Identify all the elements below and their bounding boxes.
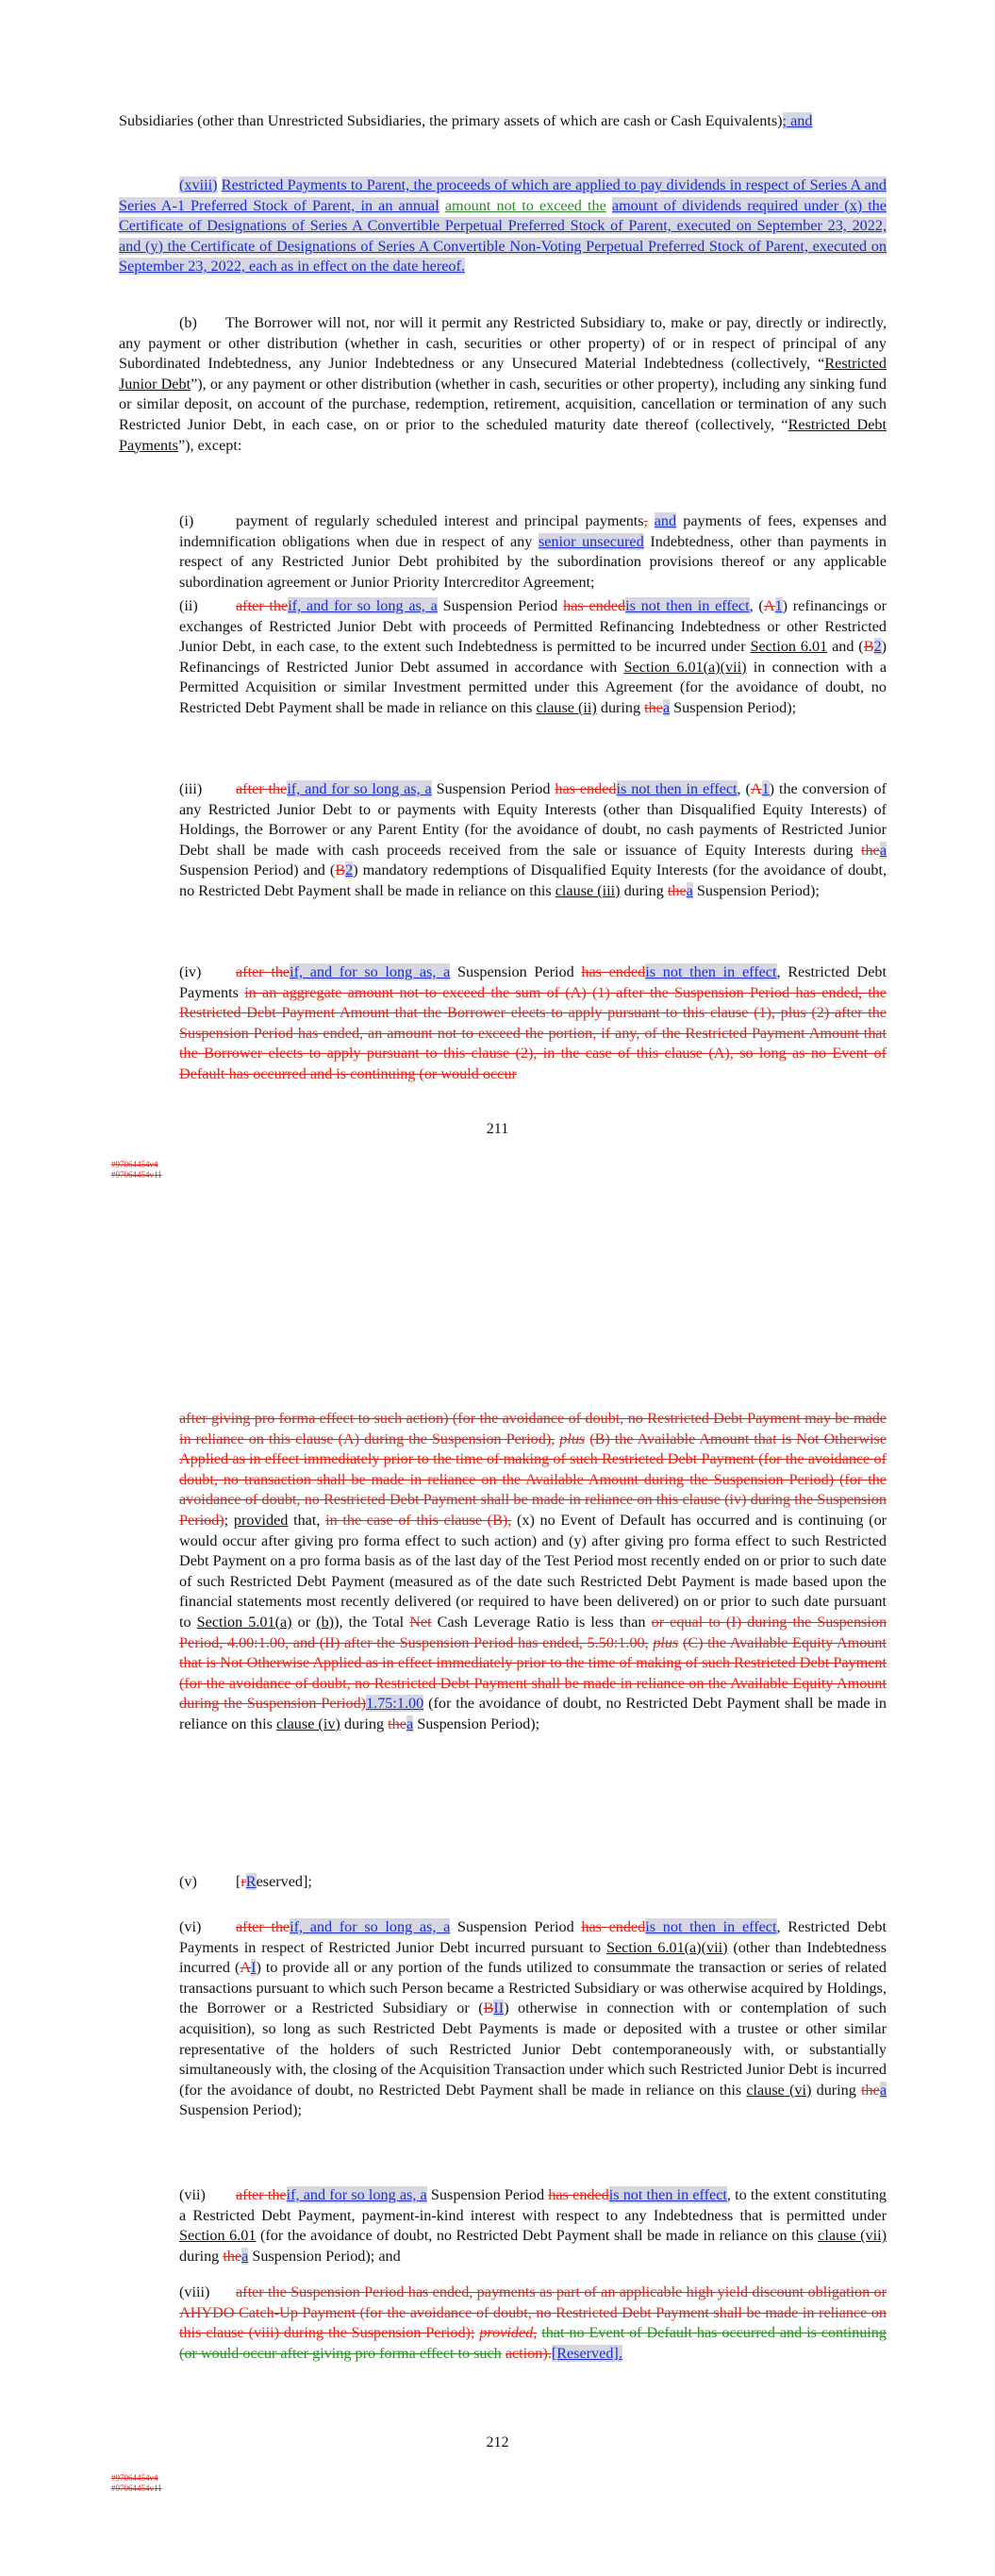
- clause-ii: (ii) after theif, and for so long as, a Suspension Period has endedis not then in effect, (A1) refinancings or exchanges of Restricted Junior Debt with proceeds of Permitted Refinancing Indebtedness or other Restricted Junior Debt, in each case, to the extent such Indebtedness is permitted to be incurred under Section 6.01 and (B2) Refinancings of Restricted Junior Debt assumed in accordance with Section 6.01(a)(vii) in connection with a Permitted Acquisition or similar Investment permitted under this Agreement (for the avoidance of doubt, no Restricted Debt Payment shall be made in reliance on this clause (ii) during thea Suspension Period);: [179, 597, 887, 716]
- clause-iv: (iv) after theif, and for so long as, a Suspension Period has endedis not then in effect, Restricted Debt Payments in an aggregate amount not to exceed the sum of (A) (1) after the Suspension Period has ended, the Restricted Debt Payment Amount that the Borrower elects to apply pursuant to this clause (1), plus (2) after the Suspension Period has ended, an amount not to exceed the portion, if any, of the Restricted Payment Amount that the Borrower elects to apply pursuant to this clause (2), in the case of this clause (A), so long as no Event of Default has occurred and is continuing (or would occur: [179, 963, 887, 1082]
- clause-vi: (vi) after theif, and for so long as, a Suspension Period has endedis not then in effect, Restricted Debt Payments in respect of Restricted Junior Debt incurred pursuant to Section 6.01(a)(vii) (other than Indebtedness incurred (AI) to provide all or any portion of the funds utilized to consummate the transaction or series of related transactions pursuant to which such Person became a Restricted Subsidiary or was otherwise acquired by Holdings, the Borrower or a Restricted Subsidiary or (BII) otherwise in connection with or contemplation of such acquisition), so long as such Restricted Debt Payments is made or deposited with a trustee or other similar representative of the holders of such Restricted Junior Debt contemporaneously with, or substantially simultaneously with, the closing of the Acquisition Transaction under which such Restricted Junior Debt is incurred (for the avoidance of doubt, no Restricted Debt Payment shall be made in reliance on this clause (vi) during thea Suspension Period);: [179, 1918, 887, 2119]
- page-number: 211: [486, 1121, 509, 1137]
- clause-vii: (vii) after theif, and for so long as, a Suspension Period has endedis not then in effect, to the extent constituting a Restricted Debt Payment, payment-in-kind interest with respect to any Indebtedness that is permitted under Section 6.01 (for the avoidance of doubt, no Restricted Debt Payment shall be made in reliance on this clause (vii) during thea Suspension Period); and: [179, 2186, 887, 2265]
- clause-i: (i) payment of regularly scheduled interest and principal payments, and payments of fees, expenses and indemnification obligations when due in respect of any senior unsecured Indebtedness, other than payments in respect of any Restricted Junior Debt prohibited by the subordination provisions thereof or any applicable subordination agreement or Junior Priority Intercreditor Agreement;: [179, 512, 887, 591]
- clause-viii: (viii) after the Suspension Period has ended, payments as part of an applicable high yield discount obligation or AHYDO Catch-Up Payment (for the avoidance of doubt, no Restricted Debt Payment shall be made in reliance on this clause (viii) during the Suspension Period); provided, that no Event of Default has occurred and is continuing (or would occur after giving pro forma effect to such action).[Reserved].: [179, 2283, 887, 2362]
- clause-v: (v) [rReserved];: [179, 1873, 312, 1890]
- document-page-212: [0, 1288, 995, 2576]
- clause-xviii: (xviii) Restricted Payments to Parent, the proceeds of which are applied to pay dividends in respect of Series A and Series A-1 Preferred Stock of Parent, in an annual amount not to exceed the amount of dividends required under (x) the Certificate of Designations of Series A Convertible Perpetual Preferred Stock of Parent, executed on September 23, 2022, and (y) the Certificate of Designations of Series A Convertible Non-Voting Perpetual Preferred Stock of Parent, executed on September 23, 2022, each as in effect on the date hereof.: [119, 176, 887, 276]
- document-footer: #97064454v4 #97064454v11: [111, 2473, 162, 2493]
- clause-iii: (iii) after theif, and for so long as, a Suspension Period has endedis not then in effect, (A1) the conversion of any Restricted Junior Debt to or payments with Equity Interests (other than Disqualified Equity Interests) of Holdings, the Borrower or any Parent Entity (for the avoidance of doubt, no cash payments of Restricted Junior Debt shall be made with cash proceeds received from the sale or issuance of Equity Interests during thea Suspension Period) and (B2) mandatory redemptions of Disqualified Equity Interests (for the avoidance of doubt, no Restricted Debt Payment shall be made in reliance on this clause (iii) during thea Suspension Period);: [179, 780, 887, 899]
- paragraph-subsidiaries: Subsidiaries (other than Unrestricted Subsidiaries, the primary assets of which are cash or Cash Equivalents); and: [119, 112, 813, 129]
- clause-iv-continued: after giving pro forma effect to such action) (for the avoidance of doubt, no Restricted Debt Payment may be made in reliance on this clause (A) during the Suspension Period), plus (B) the Available Amount that is Not Otherwise Applied as in effect immediately prior to the time of making of such Restricted Debt Payment (for the avoidance of doubt, no transaction shall be made in reliance on the Available Amount during the Suspension Period) (for the avoidance of doubt, no Restricted Debt Payment shall be made in reliance on this clause (iv) during the Suspension Period); provided that, in the case of this clause (B), (x) no Event of Default has occurred and is continuing (or would occur after giving pro forma effect to such action) and (y) after giving pro forma effect to such Restricted Debt Payment on a pro forma basis as of the last day of the Test Period most recently ended on or prior to such date of such Restricted Debt Payment (measured as of the date such Restricted Debt Payment is made based upon the financial statements most recently delivered (or required to have been delivered) on or prior to such date pursuant to Section 5.01(a) or (b)), the Total Net Cash Leverage Ratio is less than or equal to (I) during the Suspension Period, 4.00:1.00, and (II) after the Suspension Period has ended, 5.50:1.00, plus (C) the Available Equity Amount that is Not Otherwise Applied as in effect immediately prior to the time of making of such Restricted Debt Payment (for the avoidance of doubt, no Restricted Debt Payment shall be made in reliance on the Available Equity Amount during the Suspension Period)1.75:1.00 (for the avoidance of doubt, no Restricted Debt Payment shall be made in reliance on this clause (iv) during thea Suspension Period);: [179, 1410, 887, 1732]
- document-footer: #97064454v4 #97064454v11: [111, 1160, 162, 1179]
- page-number: 212: [486, 2434, 509, 2451]
- section-b-paragraph: (b) The Borrower will not, nor will it permit any Restricted Subsidiary to, make or pay, directly or indirectly, any payment or other distribution (whether in cash, securities or other property) of or in respect of principal of any Subordinated Indebtedness, any Junior Indebtedness or any Unsecured Material Indebtedness (collectively, “Restricted Junior Debt”), or any payment or other distribution (whether in cash, securities or other property), including any sinking fund or similar deposit, on account of the purchase, redemption, retirement, acquisition, cancellation or termination of any such Restricted Junior Debt, in each case, on or prior to the scheduled maturity date thereof (collectively, “Restricted Debt Payments”), except:: [119, 314, 887, 454]
